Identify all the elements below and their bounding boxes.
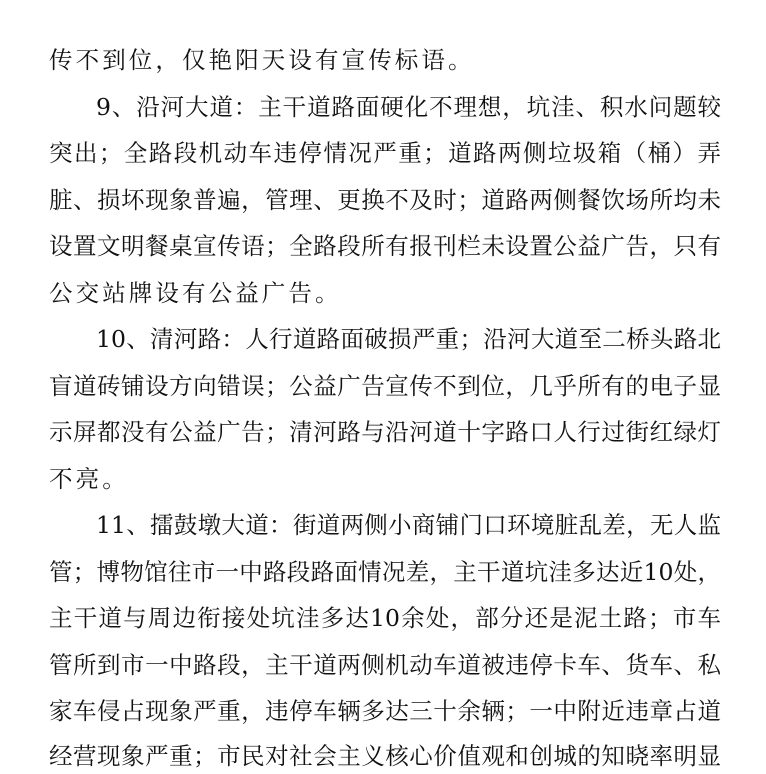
text-line: 盲道砖铺设方向错误；公益广告宣传不到位，几乎所有的电子显 <box>49 372 721 400</box>
text-line: 公交站牌设有公益广告。 <box>49 279 342 307</box>
text-line: 经营现象严重；市民对社会主义核心价值观和创城的知晓率明显 <box>49 742 721 770</box>
text-line: 示屏都没有公益广告；清河路与沿河道十字路口人行过街红绿灯 <box>49 418 721 446</box>
paragraph-11-line: 11、擂鼓墩大道：街道两侧小商铺门口环境脏乱差，无人监 <box>96 511 721 539</box>
text-line: 设置文明餐桌宣传语；全路段所有报刊栏未设置公益广告，只有 <box>49 232 721 260</box>
text-line: 管所到市一中路段，主干道两侧机动车道被违停卡车、货车、私 <box>49 651 721 679</box>
text-line: 突出；全路段机动车违停情况严重；道路两侧垃圾箱（桶）弄 <box>49 139 721 167</box>
paragraph-9-line: 9、沿河大道：主干道路面硬化不理想，坑洼、积水问题较 <box>96 93 721 121</box>
text-line: 管；博物馆往市一中路段路面情况差，主干道坑洼多达近10处， <box>49 558 721 586</box>
paragraph-10-line: 10、清河路：人行道路面破损严重；沿河大道至二桥头路北 <box>96 325 721 353</box>
text-line: 传不到位，仅艳阳天设有宣传标语。 <box>49 46 475 74</box>
text-line: 脏、损坏现象普遍，管理、更换不及时；道路两侧餐饮场所均未 <box>49 186 721 214</box>
text-line: 主干道与周边衔接处坑洼多达10余处，部分还是泥土路；市车 <box>49 604 721 632</box>
text-line: 不亮。 <box>49 465 129 493</box>
text-line: 家车侵占现象严重，违停车辆多达三十余辆；一中附近违章占道 <box>49 697 721 725</box>
